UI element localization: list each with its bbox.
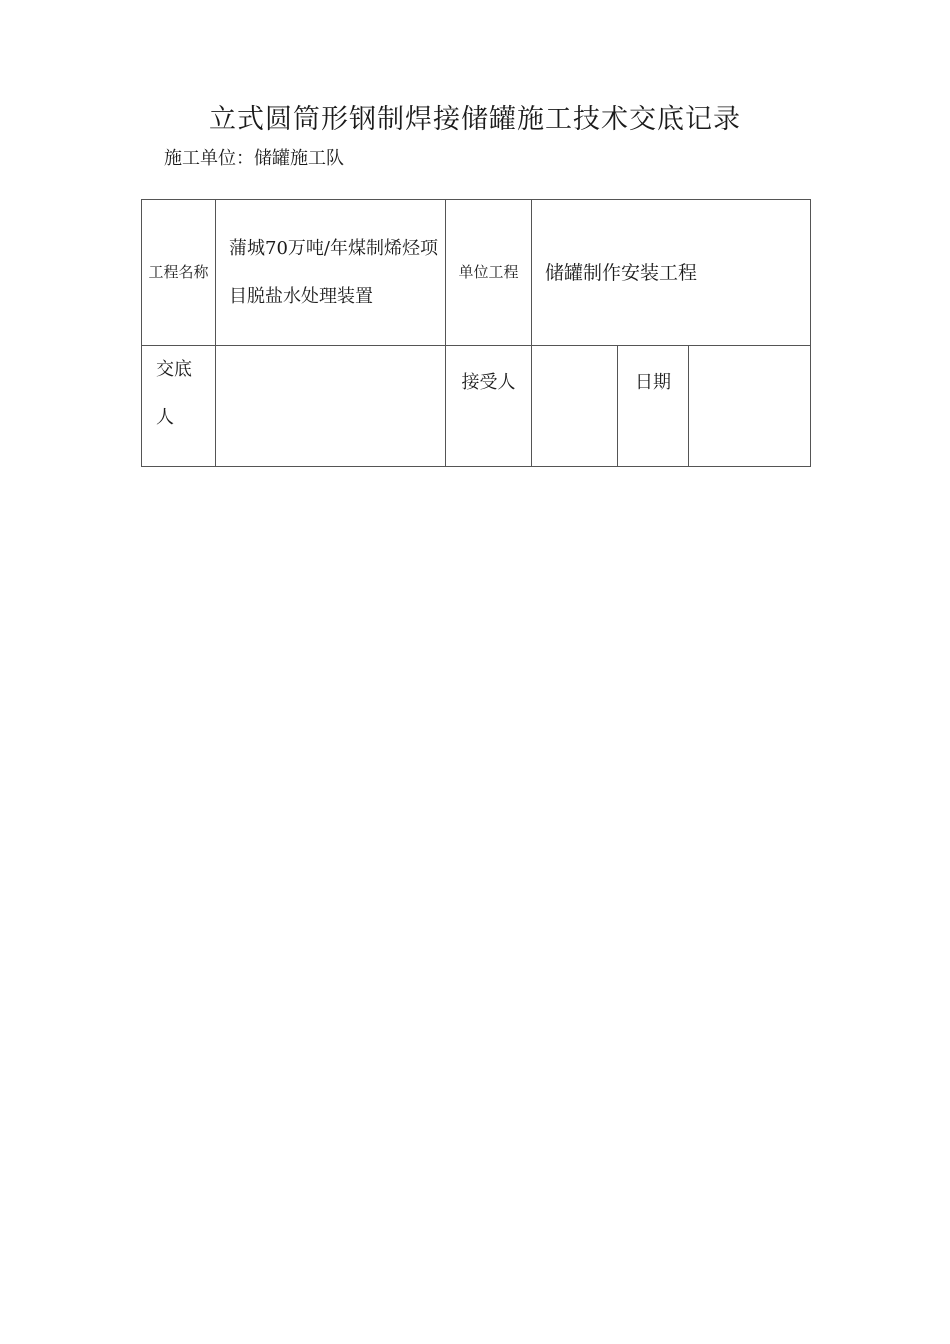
receiver-value-cell[interactable] bbox=[532, 346, 618, 467]
date-value-cell[interactable] bbox=[689, 346, 811, 467]
document-title: 立式圆筒形钢制焊接储罐施工技术交底记录 bbox=[209, 104, 741, 135]
date-label-text: 日期 bbox=[635, 372, 671, 393]
construction-unit-line: 施工单位：储罐施工队 bbox=[164, 148, 344, 169]
project-name-value bbox=[216, 200, 446, 346]
briefer-label-text: 交底人 bbox=[156, 359, 192, 428]
date-label bbox=[618, 346, 689, 467]
unit-project-value-text: 储罐制作安装工程 bbox=[545, 261, 698, 284]
unit-project-label bbox=[446, 200, 532, 346]
project-name-label bbox=[142, 200, 216, 346]
unit-project-value bbox=[532, 200, 811, 346]
briefing-record-table bbox=[141, 199, 811, 467]
table-row bbox=[142, 346, 811, 467]
unit-project-label-text: 单位工程 bbox=[458, 263, 519, 281]
briefer-value-cell[interactable] bbox=[216, 346, 446, 467]
project-name-value-text: 蒲城70万吨/年煤制烯烃项目脱盐水处理装置 bbox=[229, 237, 438, 307]
briefer-label bbox=[142, 346, 216, 467]
table-row bbox=[142, 200, 811, 346]
receiver-label-text: 接受人 bbox=[461, 372, 516, 393]
project-name-label-text: 工程名称 bbox=[148, 263, 209, 281]
receiver-label bbox=[446, 346, 532, 467]
